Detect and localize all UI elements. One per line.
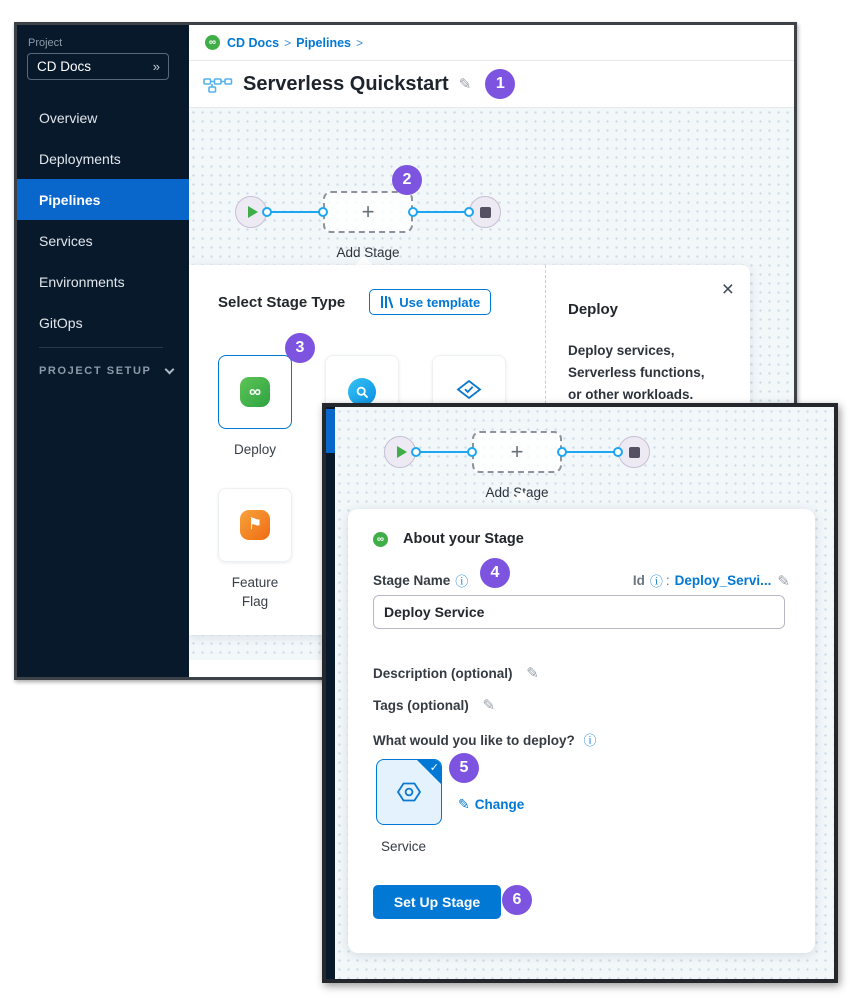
pipeline-title-bar [189, 61, 794, 108]
add-stage-label: Add Stage [336, 245, 400, 260]
deploy-question-label: What would you like to deploy? [373, 733, 575, 748]
description-row [373, 664, 539, 682]
template-library-icon [380, 295, 393, 309]
stop-icon [480, 207, 491, 218]
info-icon[interactable]: ⓘ [649, 574, 663, 589]
plus-icon: + [510, 439, 524, 464]
select-stage-type-title: Select Stage Type [218, 293, 346, 311]
sidebar [17, 25, 189, 677]
inset-pipeline-canvas [335, 407, 834, 979]
sidebar-item-overview[interactable]: Overview [39, 109, 98, 126]
breadcrumb-project-link[interactable]: CD Docs [227, 35, 280, 50]
chevron-down-icon [164, 364, 174, 374]
breadcrumb-pipelines-link[interactable]: Pipelines [296, 35, 351, 50]
project-selector[interactable] [27, 53, 169, 80]
tags-label: Tags (optional) [373, 698, 469, 713]
change-label: Change [474, 797, 525, 812]
pipeline-connector [416, 451, 472, 453]
sidebar-item-environments[interactable]: Environments [39, 273, 125, 290]
service-deploy-type-tile[interactable] [376, 759, 442, 825]
annotation-badge-4: 4 [480, 558, 510, 588]
set-up-stage-button[interactable]: Set Up Stage [373, 885, 501, 919]
sidebar-nav [17, 97, 189, 343]
project-name: CD Docs [37, 59, 92, 74]
play-icon [248, 206, 258, 218]
sidebar-item-pipelines[interactable]: Pipelines [17, 179, 189, 220]
edit-tags-icon[interactable]: ✎ [482, 697, 496, 714]
add-stage-button[interactable] [472, 431, 562, 473]
annotation-badge-1: 1 [485, 69, 515, 99]
sidebar-sliver-active [326, 409, 335, 453]
play-icon [397, 446, 407, 458]
sidebar-sliver [326, 407, 335, 979]
use-template-label: Use template [399, 294, 481, 310]
stage-tile-deploy[interactable] [218, 355, 292, 429]
cd-module-icon: ∞ [373, 532, 388, 547]
sidebar-divider [39, 347, 163, 348]
annotation-badge-5: 5 [449, 753, 479, 783]
stage-info-description: Deploy services, Serverless functions, or other workloads. [568, 343, 705, 402]
pipeline-connector [413, 211, 469, 213]
tags-row [373, 696, 495, 714]
stage-id-value[interactable]: Deploy_Servi... [674, 573, 772, 588]
build-icon [348, 378, 376, 406]
breadcrumb [189, 25, 794, 61]
pipeline-glyph-icon [203, 76, 233, 93]
pipeline-connector [562, 451, 618, 453]
about-stage-card: ∞ About your Stage Stage Name ⓘ Id ⓘ : Deploy_Servi... ✎ 4 Deploy Service Description (optional) ✎ Tags (optional) ✎ What would you like to deploy? ⓘ ✓ 5 ✎ Change Service Set Up Stage 6 [348, 509, 815, 953]
sidebar-item-services[interactable]: Services [39, 232, 93, 249]
breadcrumb-separator: > [284, 35, 292, 50]
info-icon[interactable]: ⓘ [583, 733, 597, 748]
approval-icon [456, 379, 482, 405]
check-icon: ✓ [429, 762, 439, 774]
stage-info-title: Deploy [568, 301, 619, 318]
edit-id-icon[interactable]: ✎ [777, 572, 790, 590]
project-setup-toggle[interactable] [39, 365, 173, 377]
stop-icon [629, 447, 640, 458]
deploy-question-row [373, 730, 597, 749]
card-notch [513, 491, 531, 500]
feature-flag-icon: ⚑ [240, 510, 270, 540]
service-tile-label: Service [381, 839, 427, 854]
info-icon[interactable]: ⓘ [455, 574, 469, 589]
popup-notch [355, 256, 373, 265]
pipeline-connector [267, 211, 323, 213]
about-stage-title: About your Stage [403, 531, 524, 547]
stage-tile-feature-flag[interactable] [218, 488, 292, 562]
page-title: Serverless Quickstart [243, 72, 449, 95]
sidebar-item-gitops[interactable]: GitOps [39, 314, 83, 331]
description-label: Description (optional) [373, 666, 513, 681]
add-stage-button[interactable] [323, 191, 413, 233]
edit-change-icon: ✎ [458, 796, 470, 812]
deploy-cd-icon: ∞ [240, 377, 270, 407]
inset-screenshot-frame [322, 403, 838, 983]
deploy-tile-label: Deploy [233, 442, 277, 457]
cd-module-icon: ∞ [205, 35, 220, 50]
chevron-double-right-icon: » [152, 59, 160, 74]
inset-pipeline-graph [384, 431, 650, 500]
feature-flag-tile-label: Feature Flag [231, 575, 279, 609]
use-template-button[interactable] [369, 289, 491, 315]
stage-name-label: Stage Name [373, 573, 451, 588]
annotation-badge-2: 2 [392, 165, 422, 195]
close-icon[interactable]: × [721, 278, 734, 301]
annotation-badge-6: 6 [502, 885, 532, 915]
pipeline-graph [235, 191, 501, 260]
sidebar-item-deployments[interactable]: Deployments [39, 150, 121, 167]
change-service-link[interactable] [458, 796, 524, 813]
project-setup-label: PROJECT SETUP [39, 365, 152, 377]
edit-title-icon[interactable]: ✎ [458, 76, 472, 93]
plus-icon: + [361, 199, 375, 224]
add-stage-label: Add Stage [485, 485, 549, 500]
project-label: Project [28, 37, 63, 49]
id-label: Id [632, 573, 645, 588]
annotation-badge-3: 3 [285, 333, 315, 363]
breadcrumb-separator: > [356, 35, 364, 50]
stage-name-input[interactable] [373, 595, 785, 629]
edit-description-icon[interactable]: ✎ [526, 665, 539, 682]
